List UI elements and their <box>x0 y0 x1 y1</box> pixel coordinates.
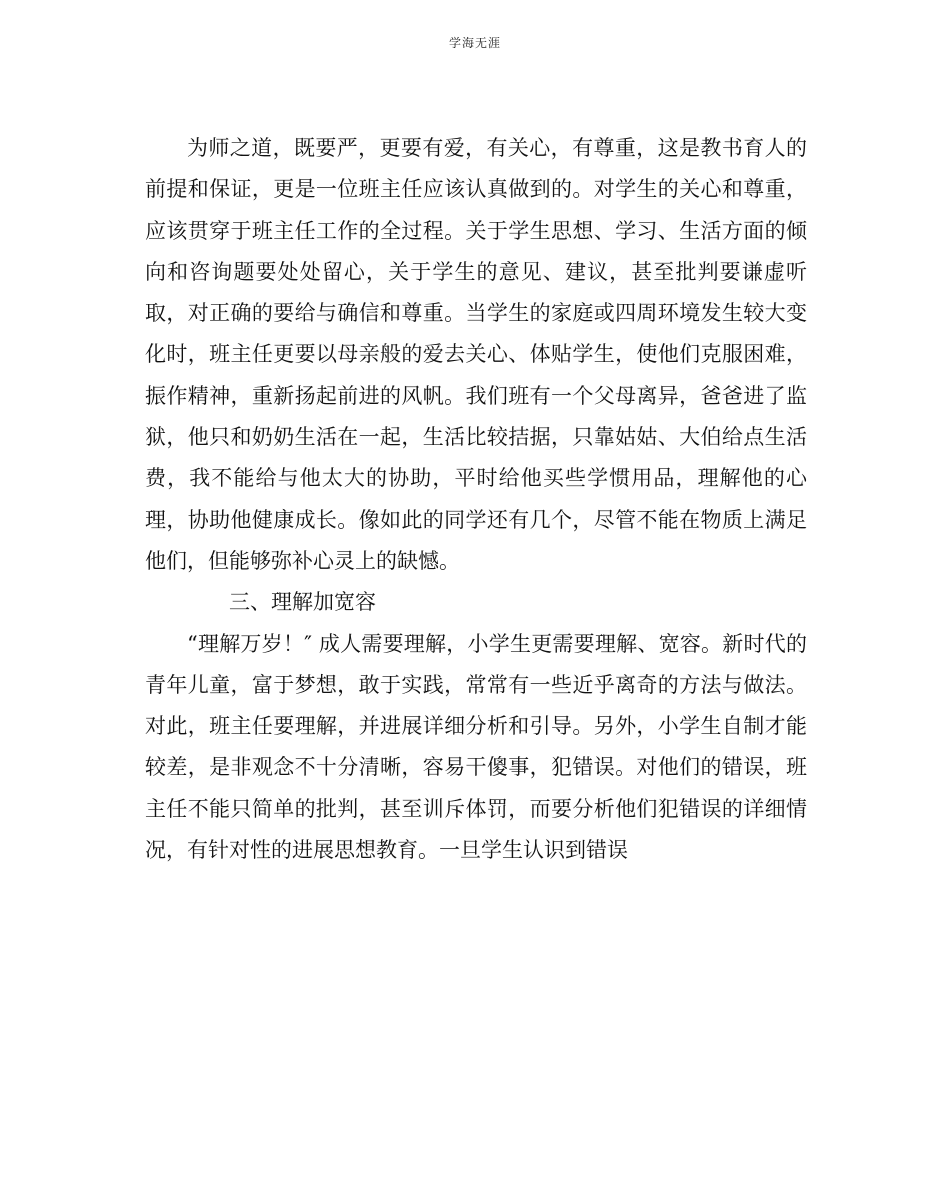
section-heading: 三、理解加宽容 <box>229 590 376 615</box>
paragraph-care-and-respect: 为师之道，既要严，更要有爱，有关心，有尊重，这是教书育人的前提和保证，更是一位班主任应该认真做到的。对学生的关心和尊重，应该贯穿于班主任工作的全过程。关于学生思想、学习、生活方面的倾向和咨询题要处处留心，关于学生的意见、建议，甚至批判要谦虚听取，对正确的要给与确信和尊重。当学生的家庭或四周环境发生较大变化时，班主任更要以母亲般的爱去关心、体贴学生，使他们克服困难，振作精神，重新扬起前进的风帆。我们班有一个父母离异，爸爸进了监狱，他只和奶奶生活在一起，生活比较拮据，只靠姑姑、大伯给点生活费，我不能给与他太大的协助，平时给他买些学惯用品，理解他的心理，协助他健康成长。像如此的同学还有几个，尽管不能在物质上满足他们，但能够弥补心灵上的缺憾。 <box>145 136 807 573</box>
page-header: 学海无涯 <box>448 36 501 50</box>
paragraph-understanding-tolerance: “理解万岁！″ 成人需要理解，小学生更需要理解、宽容。新时代的青年儿童，富于梦想，敢于实践，常常有一些近乎离奇的方法与做法。对此，班主任要理解，并进展详细分析和引导。另外，小学生自制才能较差，是非观念不十分清晰，容易干傻事，犯错误。对他们的错误，班主任不能只简单的批判，甚至训斥体罚，而要分析他们犯错误的详细情况，有针对性的进展思想教育。一旦学生认识到错误 <box>145 631 807 863</box>
document-body <box>145 128 807 871</box>
